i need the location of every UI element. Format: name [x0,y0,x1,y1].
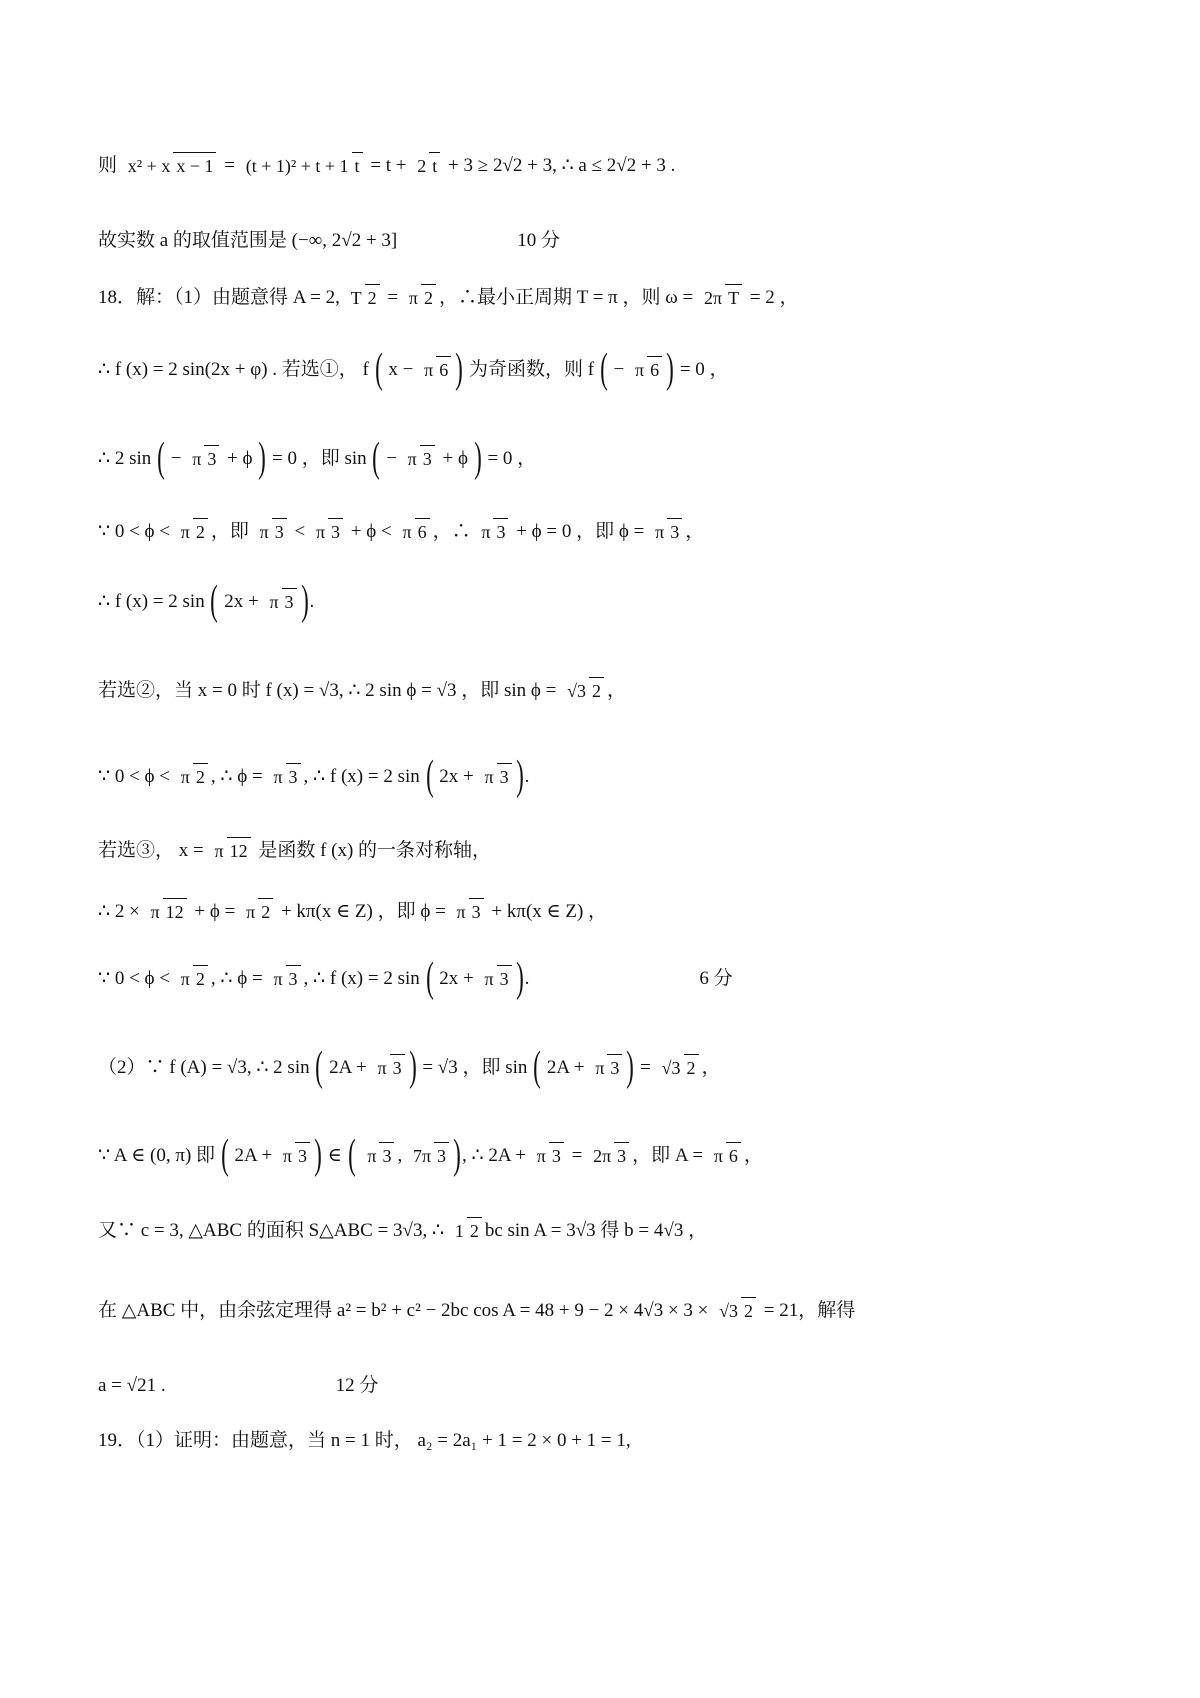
fraction [178,518,208,545]
line-text: 在 △ABC 中，由余弦定理得 a² = b² + c² − 2bc cos A = 48 + 9 − 2 × 4√3 × 3 × [98,1299,714,1321]
fraction [270,763,300,790]
numerator: π [408,287,418,308]
numerator: π [246,901,256,922]
fraction [148,898,187,925]
denominator: 3 [607,1054,622,1077]
line-text: ， [607,679,627,701]
denominator: 2 [193,518,208,541]
line-text: = t + [365,154,412,176]
line-text: , ∴ 2A + [462,1144,531,1166]
line-text: = [566,1144,588,1166]
denominator: 2 [467,1217,482,1240]
numerator: π [269,591,279,612]
denominator: 2 [589,677,604,700]
score-mark: 10 分 [517,229,561,251]
denominator: 3 [614,1142,629,1165]
line-text: bc sin A = 3√3 得 b = 4√3 ， [484,1219,708,1241]
text-line-3 [98,262,1140,332]
fraction [364,1142,394,1169]
line-text: = 0 ， [675,358,729,380]
line-text: = [635,1056,656,1078]
denominator: 6 [415,518,430,541]
right-paren: ) [314,1132,322,1178]
fraction [266,588,296,615]
fraction [211,837,250,864]
line-text: ， [701,1056,721,1078]
line-text: ∵ 0 < ϕ < [98,520,175,542]
line-text: 则 [98,154,122,176]
numerator: π [273,968,283,989]
numerator: π [407,448,417,469]
fraction [125,152,217,179]
right-paren: ) [300,578,309,624]
line-text: 是函数 f (x) 的一条对称轴， [253,839,492,861]
text-line-16 [98,1275,1140,1345]
line-text: = [219,154,240,176]
right-paren: ) [453,1132,461,1178]
numerator: x² + x [127,155,171,176]
text-line-15 [98,1195,1140,1265]
left-paren: ( [210,578,219,624]
fraction [481,763,511,790]
line-text: = 0 ，即 sin [267,447,372,469]
line-text: ∈ [323,1144,347,1166]
line-text: = 21，解得 [759,1299,856,1321]
numerator: π [456,901,466,922]
fraction [632,356,662,383]
fraction [414,152,440,179]
line-text: + ϕ [222,447,258,469]
line-text: + ϕ [437,447,473,469]
denominator: 3 [497,763,512,786]
denominator: 12 [227,837,251,860]
numerator: π [484,766,494,787]
denominator: 3 [469,898,484,921]
text-line-18 [98,1405,1140,1475]
denominator: 3 [420,445,435,468]
line-text: 为奇函数，则 f [464,358,599,380]
line-text: 2A + [542,1056,590,1078]
fraction [410,1142,449,1169]
fraction [534,1142,564,1169]
denominator: 2 [421,284,436,307]
line-text: . [524,967,530,989]
denominator: 2 [684,1054,699,1077]
left-paren: ( [425,955,434,1001]
fraction [590,1142,629,1169]
denominator: 2 [365,284,380,307]
text-line-12 [98,943,1140,1013]
text-line-10 [98,815,1140,885]
line-text: 2x + [219,590,264,612]
fraction [592,1054,622,1081]
line-text: = 2 ， [745,286,799,308]
right-paren: ) [455,346,464,392]
line-text: 2A + [229,1144,277,1166]
fraction [564,677,604,704]
denominator: 3 [272,518,287,541]
denominator: 3 [549,1142,564,1165]
numerator: π [273,766,283,787]
right-paren: ) [666,346,674,392]
denominator: 3 [282,588,297,611]
numerator: 2π [593,1145,612,1166]
numerator: √3 [661,1057,681,1078]
line-text: < [289,520,310,542]
numerator: π [259,521,269,542]
text-line-11 [98,876,1140,946]
fraction [454,898,484,925]
fraction [481,965,511,992]
fraction [243,152,363,179]
fraction [652,518,682,545]
right-paren: ) [473,435,482,481]
denominator: x − 1 [173,152,216,175]
text-line-5 [98,423,1140,493]
fraction [701,284,742,311]
line-text: a = √21 . [98,1374,166,1396]
fraction [313,518,343,545]
fraction [716,1297,756,1324]
numerator: √3 [567,680,587,701]
fraction [348,284,380,311]
denominator: 2 [258,898,273,921]
denominator: 3 [328,518,343,541]
line-text: , ∴ f (x) = 2 sin [303,765,425,787]
left-paren: ( [372,435,381,481]
fraction [270,965,300,992]
numerator: (t + 1)² + t + 1 [245,155,349,176]
line-text: + kπ(x ∈ Z) ，即 ϕ = [276,900,451,922]
numerator: π [484,968,494,989]
line-text: ，即 A = [632,1144,708,1166]
fraction [243,898,273,925]
numerator: π [536,1145,546,1166]
numerator: 2 [417,155,427,176]
numerator: π [481,521,491,542]
numerator: π [180,766,190,787]
left-paren: ( [220,1132,229,1178]
line-text: 2x + [434,967,479,989]
line-text: = 0 ， [482,447,537,469]
numerator: π [713,1145,723,1166]
text-line-4 [98,334,1140,404]
text-line-6 [98,496,1140,566]
denominator: 3 [286,763,301,786]
fraction [375,1054,405,1081]
line-text: ，∴最小正周期 T = π ，则 ω = [438,286,698,308]
numerator: T [350,287,362,308]
denominator: 3 [434,1142,449,1165]
right-paren: ) [515,753,524,799]
line-text: ∵ 0 < ϕ < [98,765,175,787]
line-text [357,1146,362,1165]
denominator: 2 [741,1297,756,1320]
right-paren: ) [626,1044,635,1090]
line-text: , ∴ f (x) = 2 sin [303,967,425,989]
denominator: 3 [667,518,682,541]
numerator: π [192,448,202,469]
text-line-9 [98,741,1140,811]
denominator: t [429,152,440,175]
numerator: π [150,901,160,922]
line-text: 若选②，当 x = 0 时 f (x) = √3, ∴ 2 sin ϕ = √3 ，即 sin ϕ = [98,679,562,701]
line-text: ∴ 2 sin [98,447,157,469]
denominator: 12 [163,898,187,921]
line-text: , ∴ ϕ = [210,765,268,787]
line-text: （2）∵ f (A) = √3, ∴ 2 sin [98,1056,315,1078]
line-text: ∵ A ∈ (0, π) 即 [98,1144,220,1166]
fraction [257,518,287,545]
line-text: ∴ f (x) = 2 sin(2x + φ) . 若选①， f [98,358,374,380]
denominator: 3 [497,965,512,988]
numerator: π [315,521,326,542]
fraction [178,763,208,790]
left-paren: ( [315,1044,324,1090]
fraction [280,1142,310,1169]
score-mark: 12 分 [335,1374,379,1396]
line-text: − [608,358,629,380]
right-paren: ) [258,435,267,481]
numerator: 1 [454,1220,464,1241]
line-text: 故实数 a 的取值范围是 (−∞, 2√2 + 3] [98,229,398,251]
denominator: 3 [286,965,301,988]
text-line-14 [98,1120,1140,1190]
denominator: 3 [493,518,508,541]
line-text: 2A + [324,1056,372,1078]
numerator: π [180,968,190,989]
numerator: 7π [412,1145,432,1166]
line-text: ，即 [210,520,254,542]
line-text: ∴ f (x) = 2 sin [98,590,210,612]
line-text: + 3 ≥ 2√2 + 3, ∴ a ≤ 2√2 + 3 . [443,154,676,176]
fraction [405,445,435,472]
line-text: ，∴ [432,520,476,542]
right-paren: ) [408,1044,417,1090]
numerator: π [282,1145,293,1166]
line-text: , [397,1144,407,1166]
fraction [421,356,451,383]
fraction [406,284,436,311]
line-text: + ϕ = 0 ，即 ϕ = [511,520,650,542]
denominator: T [725,284,742,307]
line-text: ， [685,520,705,542]
text-line-8 [98,655,1140,725]
denominator: t [352,152,363,175]
numerator: π [367,1145,377,1166]
fraction [659,1054,699,1081]
line-text: 又∵ c = 3, △ABC 的面积 S△ABC = 3√3, ∴ [98,1219,449,1241]
right-paren: ) [515,955,524,1001]
line-text: ∴ 2 × [98,900,145,922]
score-mark: 6 分 [699,967,733,989]
line-text: + ϕ < [346,520,397,542]
numerator: π [180,521,190,542]
denominator: 2 [193,763,208,786]
line-text: − [381,447,402,469]
fraction [399,518,429,545]
numerator: π [655,521,665,542]
line-text: 若选③， x = [98,839,209,861]
left-paren: ( [599,346,608,392]
line-text: ， [743,1144,763,1166]
line-text: . [309,590,315,612]
left-paren: ( [374,346,383,392]
line-text: + kπ(x ∈ Z) ， [486,900,608,922]
fraction [452,1217,482,1244]
left-paren: ( [533,1044,542,1090]
fraction [711,1142,741,1169]
denominator: 2 [193,965,208,988]
numerator: π [402,521,412,542]
numerator: 2π [704,287,723,308]
text-line-1 [98,130,1140,200]
denominator: 6 [436,356,451,379]
line-text: 19．（1）证明：由题意，当 n = 1 时， a₂ = 2a₁ + 1 = 2 × 0 + 1 = 1, [98,1429,631,1451]
left-paren: ( [347,1132,356,1178]
denominator: 6 [647,356,662,379]
fraction [178,965,208,992]
left-paren: ( [157,435,165,481]
line-text: = √3 ，即 sin [417,1056,533,1078]
denominator: 3 [295,1142,310,1165]
denominator: 3 [204,445,219,468]
denominator: 6 [726,1142,741,1165]
line-text: 18．解：（1）由题意得 A = 2, [98,286,345,308]
line-text: , ∴ ϕ = [210,967,268,989]
fraction [478,518,508,545]
numerator: π [377,1057,387,1078]
numerator: π [424,359,434,380]
text-line-13 [98,1032,1140,1102]
left-paren: ( [425,753,434,799]
line-text: − [166,447,187,469]
numerator: π [214,840,224,861]
line-text: x − [383,358,419,380]
line-text: + ϕ = [189,900,241,922]
fraction [189,445,219,472]
numerator: π [634,359,645,380]
line-text: = [382,286,403,308]
line-text: 2x + [434,765,479,787]
line-text: . [524,765,530,787]
text-line-7 [98,566,1140,636]
denominator: 3 [379,1142,394,1165]
line-text: ∵ 0 < ϕ < [98,967,175,989]
denominator: 3 [390,1054,405,1077]
numerator: π [595,1057,605,1078]
numerator: √3 [719,1300,739,1321]
